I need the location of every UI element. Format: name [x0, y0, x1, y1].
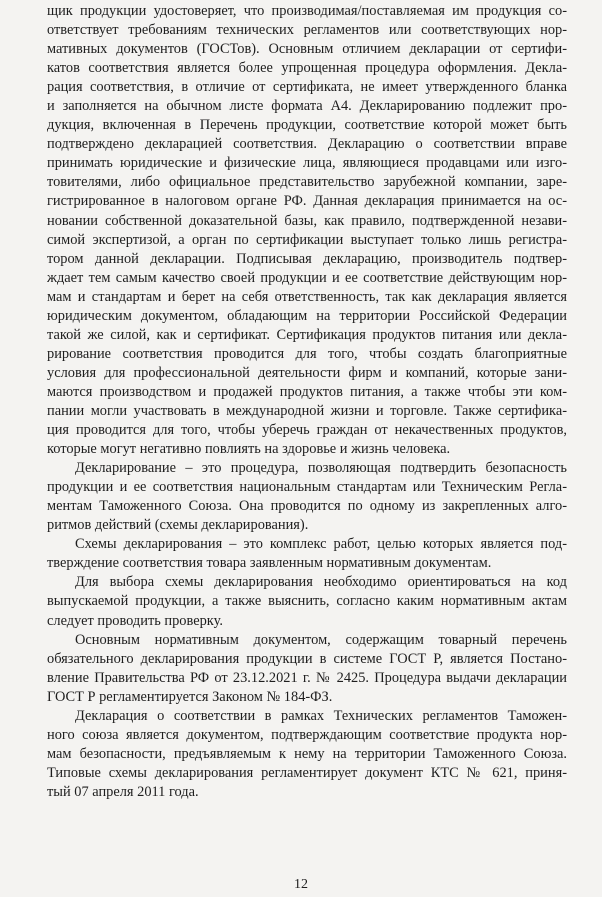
text-line: Для выбора схемы декларирования необходимо ориентироваться на код [75, 574, 567, 591]
text-line: продукции и ее соответствия национальным стандартам или Техническим Регла- [47, 479, 567, 496]
text-line: ного союза является документом, подтверждающим соответствие продукта нор- [47, 726, 567, 743]
paragraph-2 [47, 459, 567, 535]
text-line: маются производством и продажей продуктов питания, а также чтобы эти ком- [47, 383, 567, 400]
text-line: тверждение соответствия товара заявленным нормативным документам. [47, 555, 492, 572]
text-line: ГОСТ Р регламентируется Законом № 184-ФЗ. [47, 688, 333, 705]
text-line: условия для профессиональной деятельности фирм и компаний, которые зани- [47, 364, 567, 381]
text-line: следует проводить проверку. [47, 612, 223, 629]
text-line: катов соответствия является более упрощенная процедура оформления. Декла- [47, 60, 567, 77]
text-line: такой же силой, как и сертификат. Сертификация продуктов питания или декла- [47, 326, 567, 343]
paragraph-6 [47, 707, 567, 802]
text-line: ция проводится для того, чтобы уберечь граждан от некачественных продуктов, [47, 422, 567, 439]
text-line: ритмов действий (схемы декларирования). [47, 517, 309, 534]
text-line: Основным нормативным документом, содержащим товарный перечень [75, 631, 567, 648]
text-line: дукция, включенная в Перечень продукции, соответствие которой может быть [47, 117, 567, 134]
text-line: и заполняется на обычном листе формата А4. Декларированию подлежит про- [47, 98, 567, 115]
text-line: обязательного декларирования продукции в системе ГОСТ Р, является Постано- [47, 650, 567, 667]
paragraph-5 [47, 631, 567, 707]
text-line: Декларирование – это процедура, позволяющая подтвердить безопасность [75, 460, 567, 477]
text-line: подтверждено декларацией соответствия. Декларацию о соответствии вправе [47, 136, 567, 153]
text-line: принимать юридические и физические лица, являющиеся продавцами или изго- [47, 155, 567, 172]
text-line: мативных документов (ГОСТов). Основным отличием декларации от сертифи- [47, 41, 567, 58]
text-line: ответствует требованиям технических регламентов или соответствующих нор- [47, 22, 567, 39]
text-line: выпускаемой продукции, а также выяснить, согласно каким нормативным актам [47, 593, 567, 610]
text-line: Декларация о соответствии в рамках Технических регламентов Таможен- [75, 707, 567, 724]
text-line: товителями, либо официальное представительство зарубежной компании, заре- [47, 174, 567, 191]
text-line: Схемы декларирования – это комплекс работ, целью которых является под- [75, 536, 567, 553]
text-line: гистрированное в налоговом органе РФ. Данная декларация принимается на ос- [47, 193, 567, 210]
text-line: юридическим документом, обладающим на территории Российской Федерации [47, 307, 567, 324]
text-line: пании могли участвовать в международной жизни и торговле. Также сертифика- [47, 402, 567, 419]
text-line: рация соответствия, в отличие от сертификата, не имеет утвержденного бланка [47, 79, 567, 96]
page-number: 12 [294, 877, 308, 892]
text-line: мам безопасности, предъявляемым к нему на территории Таможенного Союза. [47, 745, 567, 762]
text-line: тый 07 апреля 2011 года. [47, 783, 199, 800]
body-text [47, 2, 567, 802]
text-line: симой экспертизой, а орган по сертификации выступает только лишь регистра- [47, 231, 567, 248]
text-line: ждает тем самым качество своей продукции и ее соответствие действующим нор- [47, 269, 567, 286]
paragraph-4 [47, 573, 567, 630]
text-line: Типовые схемы декларирования регламентирует документ КТС № 621, приня- [47, 764, 567, 781]
text-line: мам и стандартам и берет на себя ответственность, так как декларация является [47, 288, 567, 305]
text-line: ментам Таможенного Союза. Она проводится по одному из закрепленных алго- [47, 498, 567, 515]
text-line: вление Правительства РФ от 23.12.2021 г. № 2425. Процедура выдачи декларации [47, 669, 567, 686]
text-line: которые могут негативно повлиять на здоровье и жизнь человека. [47, 441, 451, 458]
paragraph-3 [47, 535, 567, 573]
text-line: новании собственной доказательной базы, как правило, подтвержденной незави- [47, 212, 567, 229]
paragraph-1 [47, 2, 567, 459]
text-line: тором данной декларации. Подписывая декларацию, производитель подтвер- [47, 250, 567, 267]
text-line: щик продукции удостоверяет, что производимая/поставляемая им продукция со- [47, 3, 567, 19]
text-line: рирование соответствия проводится для того, чтобы создать благоприятные [47, 345, 567, 362]
